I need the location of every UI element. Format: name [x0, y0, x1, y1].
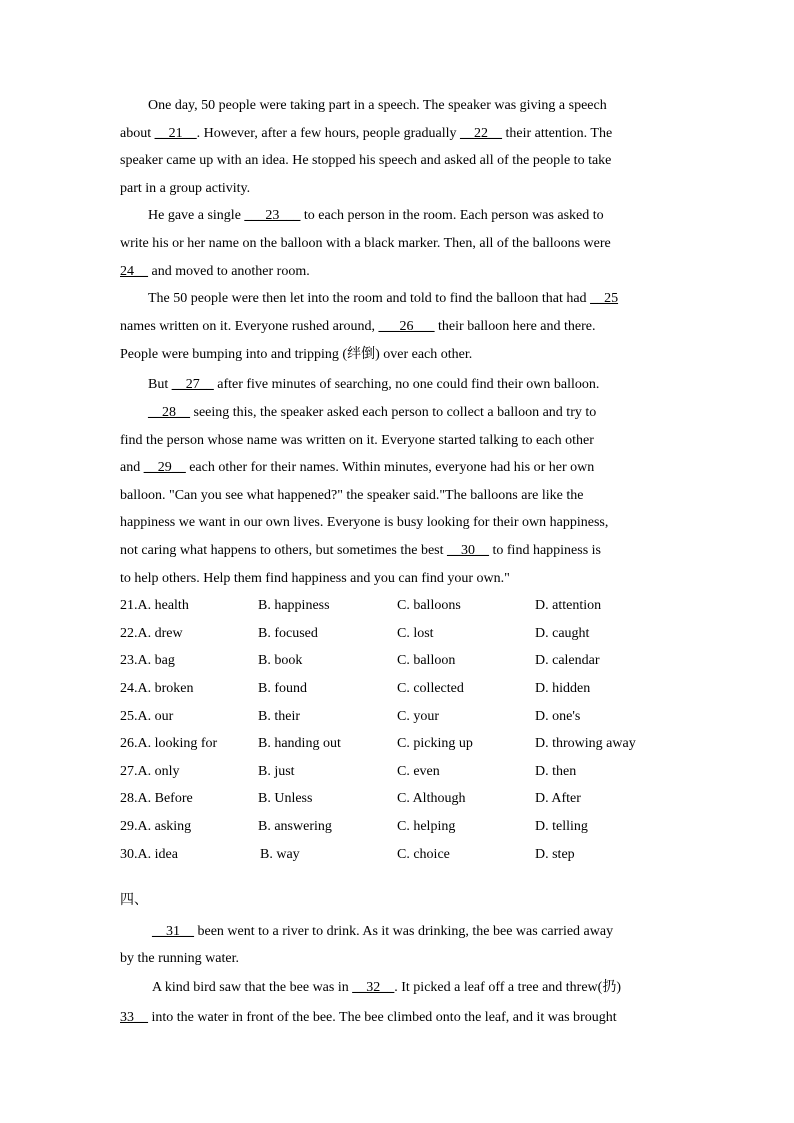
- option-b[interactable]: B. answering: [258, 819, 332, 834]
- option-row-26: [120, 734, 680, 754]
- passage-line-5: [148, 206, 673, 226]
- text-segment: not caring what happens to others, but sometimes the best: [120, 543, 447, 558]
- blank-23: ___23___: [244, 208, 301, 223]
- blank-27: __27__: [171, 377, 214, 392]
- passage-line-2: [120, 124, 673, 144]
- text-segment: each other for their names. Within minutes, everyone had his or her own: [185, 460, 595, 475]
- text-segment: balloon. "Can you see what happened?" the speaker said."The balloons are like the: [120, 488, 584, 503]
- text-segment: to find happiness is: [489, 543, 601, 558]
- passage-line-14: [120, 458, 673, 478]
- blank-30: __30__: [447, 543, 489, 558]
- option-c[interactable]: C. balloon: [397, 653, 456, 668]
- option-d[interactable]: D. then: [535, 764, 577, 779]
- passage-line-9: [120, 317, 673, 337]
- option-row-21: [120, 596, 680, 616]
- text-segment: into the water in front of the bee. The bee climbed onto the leaf, and it was brought: [148, 1010, 617, 1025]
- text-segment: People were bumping into and tripping (绊倒) over each other.: [120, 347, 473, 362]
- section4-line-2: [120, 949, 673, 969]
- section4-line-1: [152, 922, 673, 942]
- text-segment: . However, after a few hours, people gradually: [196, 126, 460, 141]
- option-d[interactable]: D. caught: [535, 626, 590, 641]
- section-heading: 四、: [120, 893, 148, 908]
- blank-32: __32__: [352, 980, 395, 995]
- option-d[interactable]: D. attention: [535, 598, 602, 613]
- option-b[interactable]: B. book: [258, 653, 303, 668]
- option-c[interactable]: C. balloons: [397, 598, 461, 613]
- text-segment: by the running water.: [120, 951, 239, 966]
- text-segment: part in a group activity.: [120, 181, 251, 196]
- text-segment: their attention. The: [502, 126, 613, 141]
- text-segment: about: [120, 126, 155, 141]
- option-b[interactable]: B. focused: [258, 626, 318, 641]
- blank-25: __25: [590, 291, 619, 306]
- text-segment: names written on it. Everyone rushed around,: [120, 319, 379, 334]
- passage-line-17: [120, 541, 673, 561]
- option-a[interactable]: A. Before: [137, 791, 193, 806]
- blank-21: __21__: [154, 126, 197, 141]
- text-segment: after five minutes of searching, no one could find their own balloon.: [213, 377, 600, 392]
- option-c[interactable]: C. choice: [397, 847, 450, 862]
- option-b[interactable]: B. just: [258, 764, 295, 779]
- option-a[interactable]: A. idea: [137, 847, 178, 862]
- option-a[interactable]: A. looking for: [137, 736, 218, 751]
- text-segment: find the person whose name was written on it. Everyone started talking to each other: [120, 433, 594, 448]
- option-c[interactable]: C. lost: [397, 626, 434, 641]
- option-row-24: [120, 679, 680, 699]
- passage-line-6: [120, 234, 673, 254]
- option-row-27: [120, 762, 680, 782]
- passage-line-16: [120, 513, 673, 533]
- text-segment: But: [148, 377, 172, 392]
- blank-24: 24__: [120, 264, 148, 279]
- option-c[interactable]: C. collected: [397, 681, 464, 696]
- text-segment: and: [120, 460, 144, 475]
- text-segment: speaker came up with an idea. He stopped his speech and asked all of the people to take: [120, 153, 612, 168]
- option-d[interactable]: D. telling: [535, 819, 588, 834]
- blank-28: __28__: [148, 405, 190, 420]
- option-d[interactable]: D. After: [535, 791, 581, 806]
- option-b[interactable]: B. Unless: [258, 791, 313, 806]
- text-segment: and moved to another room.: [148, 264, 310, 279]
- blank-22: __22__: [460, 126, 502, 141]
- option-c[interactable]: C. Although: [397, 791, 466, 806]
- passage-line-12: [148, 403, 673, 423]
- question-number: 28.: [120, 791, 138, 806]
- passage-line-18: [120, 569, 673, 589]
- option-b[interactable]: B. handing out: [258, 736, 341, 751]
- text-segment: been went to a river to drink. As it was drinking, the bee was carried away: [194, 924, 614, 939]
- option-d[interactable]: D. calendar: [535, 653, 600, 668]
- option-d[interactable]: D. step: [535, 847, 575, 862]
- passage-line-8: [148, 289, 673, 309]
- question-number: 24.: [120, 681, 138, 696]
- text-segment: One day, 50 people were taking part in a speech. The speaker was giving a speech: [148, 98, 607, 113]
- text-segment: to help others. Help them find happiness and you can find your own.": [120, 571, 510, 586]
- passage-line-13: [120, 431, 673, 451]
- option-a[interactable]: A. drew: [137, 626, 183, 641]
- option-d[interactable]: D. throwing away: [535, 736, 636, 751]
- option-b[interactable]: B. found: [258, 681, 307, 696]
- option-row-22: [120, 624, 680, 644]
- option-b[interactable]: B. way: [260, 847, 300, 862]
- question-number: 27.: [120, 764, 138, 779]
- question-number: 25.: [120, 709, 138, 724]
- passage-line-3: [120, 151, 673, 171]
- passage-line-11: [148, 375, 673, 395]
- text-segment: write his or her name on the balloon with a black marker. Then, all of the balloons were: [120, 236, 611, 251]
- text-segment: happiness we want in our own lives. Everyone is busy looking for their own happiness,: [120, 515, 609, 530]
- option-row-23: [120, 651, 680, 671]
- blank-26: ___26___: [378, 319, 435, 334]
- option-a[interactable]: A. broken: [137, 681, 194, 696]
- section4-line-4: [120, 1008, 673, 1028]
- text-segment: The 50 people were then let into the room and told to find the balloon that had: [148, 291, 591, 306]
- passage-line-15: [120, 486, 673, 506]
- option-b[interactable]: B. happiness: [258, 598, 330, 613]
- option-a[interactable]: A. bag: [137, 653, 175, 668]
- option-b[interactable]: B. their: [258, 709, 300, 724]
- option-a[interactable]: A. health: [137, 598, 189, 613]
- text-segment: A kind bird saw that the bee was in: [152, 980, 353, 995]
- question-number: 29.: [120, 819, 138, 834]
- option-row-29: [120, 817, 680, 837]
- text-segment: their balloon here and there.: [434, 319, 596, 334]
- passage-line-1: [148, 96, 673, 116]
- option-c[interactable]: C. helping: [397, 819, 456, 834]
- option-row-30: [120, 845, 680, 865]
- text-segment: to each person in the room. Each person was asked to: [300, 208, 604, 223]
- option-a[interactable]: A. asking: [137, 819, 192, 834]
- question-number: 22.: [120, 626, 138, 641]
- option-row-28: [120, 789, 680, 809]
- option-a[interactable]: A. only: [137, 764, 180, 779]
- question-number: 26.: [120, 736, 138, 751]
- question-number: 23.: [120, 653, 138, 668]
- section4-line-3: [152, 978, 673, 998]
- option-d[interactable]: D. one's: [535, 709, 581, 724]
- option-a[interactable]: A. our: [137, 709, 174, 724]
- option-c[interactable]: C. even: [397, 764, 440, 779]
- text-segment: seeing this, the speaker asked each person to collect a balloon and try to: [190, 405, 597, 420]
- text-segment: He gave a single: [148, 208, 245, 223]
- text-segment: . It picked a leaf off a tree and threw(扔): [394, 980, 621, 995]
- option-d[interactable]: D. hidden: [535, 681, 591, 696]
- option-c[interactable]: C. your: [397, 709, 439, 724]
- passage-line-7: [120, 262, 673, 282]
- option-c[interactable]: C. picking up: [397, 736, 473, 751]
- option-row-25: [120, 707, 680, 727]
- blank-31: __31__: [152, 924, 194, 939]
- blank-29: __29__: [143, 460, 186, 475]
- blank-33: 33__: [120, 1010, 148, 1025]
- question-number: 21.: [120, 598, 138, 613]
- passage-line-10: [120, 345, 673, 365]
- question-number: 30.: [120, 847, 138, 862]
- passage-line-4: [120, 179, 673, 199]
